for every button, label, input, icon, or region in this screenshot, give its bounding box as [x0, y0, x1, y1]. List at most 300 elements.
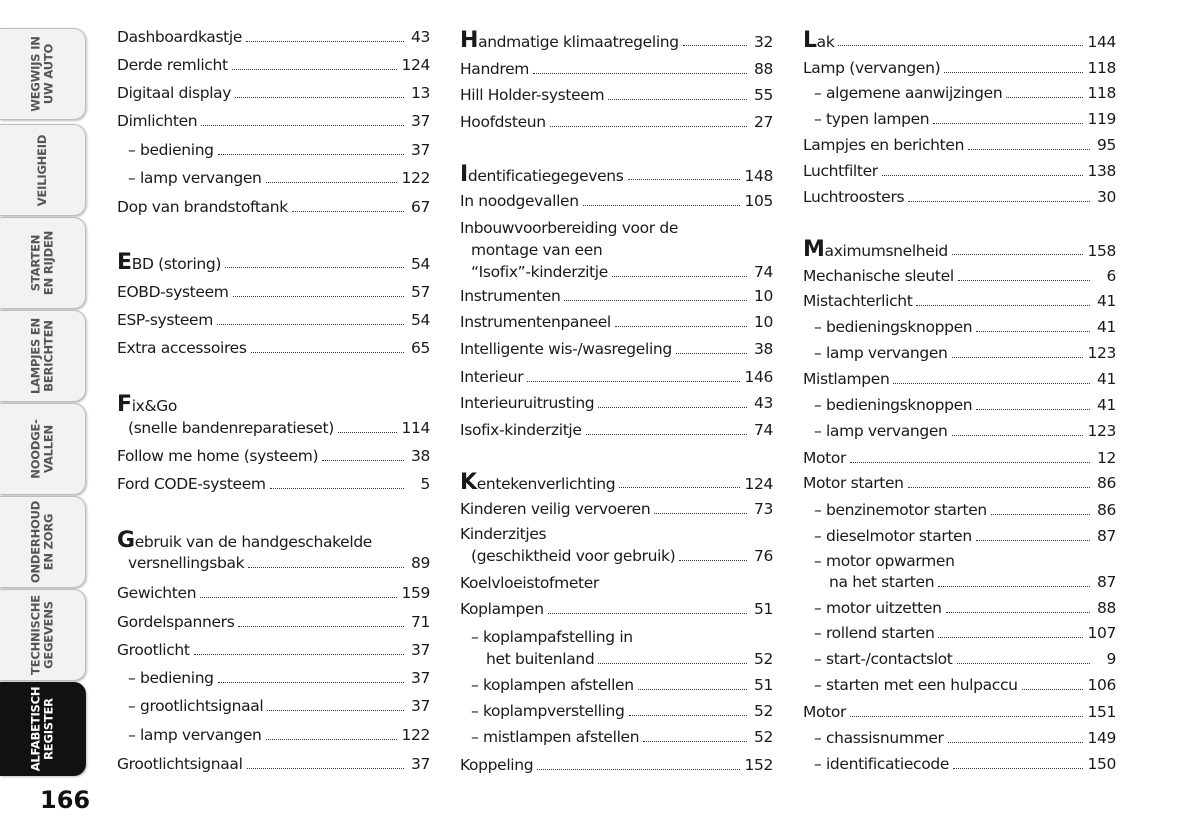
entry-text: Digitaal display [117, 84, 232, 102]
entry-text: Kinderen veilig vervoeren [460, 500, 651, 518]
index-entry [803, 239, 1116, 261]
leader-dots [952, 435, 1084, 436]
entry-page-number: 9 [1106, 650, 1116, 668]
entry-initial: H [460, 28, 479, 53]
entry-text: – typen lampen [814, 110, 930, 128]
leader-dots [598, 663, 747, 664]
leader-dots [270, 488, 404, 489]
entry-text: – koplampafstelling in [471, 628, 633, 646]
entry-label [803, 525, 972, 547]
entry-label [803, 447, 846, 469]
entry-label [460, 392, 594, 414]
entry-text: Isofix-kinderzitje [460, 421, 582, 439]
index-entry [117, 639, 430, 661]
entry-text: entekenverlichting [476, 475, 616, 493]
entry-label [460, 626, 633, 648]
index-entry [803, 82, 1116, 104]
entry-text: Luchtroosters [803, 188, 905, 206]
entry-text: – identificatiecode [814, 755, 949, 773]
entry-text: – bedieningsknoppen [814, 318, 973, 336]
entry-label [117, 167, 262, 189]
entry-text: andmatige klimaatregeling [478, 33, 679, 51]
entry-label [460, 726, 639, 748]
index-entry [803, 368, 1116, 390]
entry-page-number: 43 [410, 28, 430, 46]
index-entry [803, 186, 1116, 208]
entry-label [460, 58, 529, 80]
entry-text: – lamp vervangen [814, 422, 948, 440]
tab-onderhoud[interactable] [0, 496, 86, 588]
entry-label [117, 110, 197, 132]
entry-label [117, 552, 244, 574]
entry-page-number: 37 [410, 755, 430, 773]
entry-text: (snelle bandenreparatieset) [128, 419, 334, 437]
leader-dots [957, 663, 1090, 664]
tab-label: LAMPJES EN BERICHTEN [28, 318, 56, 395]
entry-page-number: 123 [1087, 422, 1116, 440]
entry-label [117, 695, 263, 717]
index-entry [117, 54, 430, 76]
entry-text: EOBD-systeem [117, 283, 229, 301]
entry-page-number: 38 [753, 340, 773, 358]
index-entry [460, 523, 773, 545]
entry-text: – chassisnummer [814, 729, 944, 747]
entry-text: ESP-systeem [117, 311, 213, 329]
entry-page-number: 54 [410, 255, 430, 273]
index-entry [803, 597, 1116, 619]
entry-label [460, 84, 604, 106]
index-entry [460, 648, 773, 670]
leader-dots [643, 741, 747, 742]
leader-dots [217, 324, 404, 325]
entry-text: – algemene aanwijzingen [814, 84, 1003, 102]
leader-dots [938, 637, 1083, 638]
entry-label [803, 472, 904, 494]
leader-dots [292, 211, 404, 212]
entry-label [117, 26, 242, 48]
leader-dots [676, 353, 747, 354]
tab-technische[interactable] [0, 589, 86, 681]
index-entry [460, 626, 773, 648]
index-entry [117, 196, 430, 218]
leader-dots [194, 654, 404, 655]
leader-dots [200, 597, 397, 598]
entry-label [460, 217, 678, 239]
entry-page-number: 51 [753, 676, 773, 694]
entry-text: Mistachterlicht [803, 292, 913, 310]
entry-page-number: 123 [1087, 344, 1116, 362]
index-entry [460, 164, 773, 186]
entry-initial: K [460, 470, 477, 495]
entry-label [460, 261, 608, 283]
index-entry [803, 394, 1116, 416]
entry-page-number: 95 [1096, 136, 1116, 154]
entry-label [460, 111, 546, 133]
index-entry [803, 316, 1116, 338]
entry-page-number: 12 [1096, 449, 1116, 467]
entry-text: Grootlicht [117, 641, 190, 659]
index-entry [460, 190, 773, 212]
entry-text: Koppeling [460, 756, 534, 774]
index-entry [117, 530, 430, 552]
index-entry [803, 622, 1116, 644]
index-entry [117, 337, 430, 359]
leader-dots [615, 326, 747, 327]
leader-dots [586, 434, 747, 435]
entry-page-number: 37 [410, 112, 430, 130]
index-entry [460, 674, 773, 696]
tab-veiligheid[interactable] [0, 124, 86, 216]
entry-label [117, 82, 231, 104]
tab-label: WEGWIJS IN UW AUTO [28, 36, 56, 112]
entry-page-number: 54 [410, 311, 430, 329]
leader-dots [608, 99, 747, 100]
entry-text: – motor uitzetten [814, 599, 942, 617]
entry-label [803, 186, 904, 208]
entry-page-number: 41 [1096, 370, 1116, 388]
entry-label [117, 753, 243, 775]
entry-page-number: 32 [753, 33, 773, 51]
leader-dots [683, 45, 747, 46]
entry-text: Lampjes en berichten [803, 136, 965, 154]
entry-label [803, 108, 929, 130]
index-entry [460, 217, 773, 239]
index-entry [803, 753, 1116, 775]
leader-dots [850, 716, 1083, 717]
entry-text: BD (storing) [131, 255, 222, 273]
entry-label [803, 622, 934, 644]
leader-dots [908, 487, 1090, 488]
entry-label [460, 30, 679, 53]
entry-page-number: 122 [401, 726, 430, 744]
index-entry [117, 281, 430, 303]
leader-dots [232, 69, 398, 70]
entry-text: – lamp vervangen [128, 169, 262, 187]
index-entry [803, 499, 1116, 521]
leader-dots [248, 567, 404, 568]
entry-label [803, 239, 948, 262]
leader-dots [598, 407, 747, 408]
entry-page-number: 105 [744, 192, 773, 210]
index-entry [460, 545, 773, 567]
index-entry [803, 727, 1116, 749]
leader-dots [548, 613, 747, 614]
tab-label: STARTEN EN RIJDEN [28, 230, 56, 296]
entry-label [460, 572, 599, 594]
tab-starten[interactable] [0, 217, 86, 309]
entry-text: Mechanische sleutel [803, 267, 954, 285]
leader-dots [218, 682, 404, 683]
entry-label [117, 139, 214, 161]
leader-dots [527, 381, 740, 382]
entry-label [117, 530, 372, 553]
entry-page-number: 13 [410, 84, 430, 102]
index-entry [803, 265, 1116, 287]
entry-label [803, 30, 834, 53]
leader-dots [338, 432, 398, 433]
entry-page-number: 41 [1096, 292, 1116, 310]
entry-page-number: 10 [753, 287, 773, 305]
index-entry [460, 392, 773, 414]
entry-page-number: 52 [753, 702, 773, 720]
entry-label [460, 239, 602, 261]
leader-dots [201, 125, 404, 126]
entry-text: – mistlampen afstellen [471, 728, 640, 746]
entry-text: – bediening [128, 141, 214, 159]
entry-page-number: 74 [753, 263, 773, 281]
index-entry [460, 84, 773, 106]
entry-label [803, 420, 948, 442]
entry-text: Motor [803, 449, 847, 467]
entry-label [803, 674, 1018, 696]
index-entry [803, 525, 1116, 547]
entry-text: Derde remlicht [117, 56, 228, 74]
entry-text: Interieuruitrusting [460, 394, 595, 412]
index-entry [460, 261, 773, 283]
entry-label [460, 190, 579, 212]
index-entry [117, 167, 430, 189]
entry-page-number: 87 [1096, 527, 1116, 545]
entry-page-number: 38 [410, 447, 430, 465]
entry-text: – bediening [128, 669, 214, 687]
entry-page-number: 37 [410, 641, 430, 659]
entry-text: – grootlichtsignaal [128, 697, 264, 715]
entry-page-number: 88 [1096, 599, 1116, 617]
leader-dots [537, 769, 740, 770]
index-entry [117, 309, 430, 331]
entry-text: Dimlichten [117, 112, 198, 130]
entry-page-number: 144 [1087, 33, 1116, 51]
entry-text: – benzinemotor starten [814, 501, 987, 519]
entry-page-number: 158 [1087, 242, 1116, 260]
index-entry [803, 447, 1116, 469]
entry-page-number: 86 [1096, 474, 1116, 492]
entry-page-number: 76 [753, 547, 773, 565]
leader-dots [238, 626, 404, 627]
tab-noodgevallen[interactable] [0, 403, 86, 495]
entry-label [117, 309, 213, 331]
entry-text: aximumsnelheid [824, 242, 948, 260]
leader-dots [266, 739, 398, 740]
entry-text: Kinderzitjes [460, 525, 547, 543]
entry-page-number: 73 [753, 500, 773, 518]
entry-page-number: 149 [1087, 729, 1116, 747]
entry-label [803, 727, 944, 749]
entry-label [117, 196, 288, 218]
index-entry [117, 445, 430, 467]
entry-label [803, 394, 972, 416]
leader-dots [550, 126, 747, 127]
leader-dots [933, 123, 1083, 124]
leader-dots [1006, 97, 1083, 98]
leader-dots [638, 689, 747, 690]
entry-page-number: 37 [410, 141, 430, 159]
entry-label [117, 445, 318, 467]
entry-label [803, 160, 878, 182]
leader-dots [968, 149, 1090, 150]
index-entry [460, 239, 773, 261]
leader-dots [938, 586, 1090, 587]
entry-label [803, 597, 942, 619]
index-entry [803, 30, 1116, 52]
index-entry [117, 417, 430, 439]
entry-page-number: 51 [753, 600, 773, 618]
entry-page-number: 65 [410, 339, 430, 357]
entry-label [803, 134, 964, 156]
entry-page-number: 37 [410, 669, 430, 687]
entry-label [117, 639, 190, 661]
index-entry [117, 26, 430, 48]
index-entry [117, 82, 430, 104]
leader-dots [976, 540, 1090, 541]
entry-text: – rollend starten [814, 624, 935, 642]
entry-initial: E [117, 250, 132, 275]
entry-label [803, 290, 912, 312]
entry-page-number: 152 [744, 756, 773, 774]
leader-dots [225, 267, 404, 268]
entry-text: Inbouwvoorbereiding voor de [460, 219, 679, 237]
index-entry [460, 366, 773, 388]
entry-page-number: 150 [1087, 755, 1116, 773]
leader-dots [976, 331, 1090, 332]
entry-label [460, 523, 546, 545]
entry-label [117, 724, 262, 746]
tab-label: ALFABETISCH REGISTER [28, 686, 56, 772]
entry-label [803, 701, 846, 723]
entry-page-number: 55 [753, 86, 773, 104]
entry-text: Handrem [460, 60, 530, 78]
index-entry [803, 420, 1116, 442]
index-entry [117, 139, 430, 161]
entry-label [803, 648, 953, 670]
entry-text: versnellingsbak [128, 554, 245, 572]
leader-dots [1022, 689, 1084, 690]
index-entry [460, 58, 773, 80]
tab-label: TECHNISCHE GEGEVENS [28, 595, 56, 675]
entry-text: – lamp vervangen [128, 726, 262, 744]
entry-label [117, 417, 334, 439]
leader-dots [235, 97, 404, 98]
entry-page-number: 6 [1106, 267, 1116, 285]
entry-label [460, 674, 634, 696]
entry-text: dentificatiegegevens [467, 167, 624, 185]
entry-text: Dashboardkastje [117, 28, 243, 46]
entry-text: ebruik van de handgeschakelde [134, 533, 372, 551]
entry-label [460, 545, 675, 567]
index-entry [460, 472, 773, 494]
entry-label [803, 368, 889, 390]
entry-text: Gewichten [117, 584, 197, 602]
tab-register[interactable] [0, 682, 86, 776]
entry-page-number: 88 [753, 60, 773, 78]
tab-wegwijs[interactable] [0, 28, 86, 120]
entry-page-number: 118 [1087, 59, 1116, 77]
entry-label [460, 338, 672, 360]
entry-label [117, 54, 228, 76]
entry-page-number: 118 [1087, 84, 1116, 102]
entry-page-number: 41 [1096, 396, 1116, 414]
entry-page-number: 37 [410, 697, 430, 715]
index-entry [803, 134, 1116, 156]
entry-text: Lamp (vervangen) [803, 59, 941, 77]
entry-text: na het starten [829, 573, 935, 591]
entry-text: montage van een [471, 241, 603, 259]
leader-dots [233, 296, 404, 297]
entry-label [460, 598, 544, 620]
entry-label [460, 472, 615, 495]
leader-dots [908, 201, 1090, 202]
entry-label [803, 499, 987, 521]
leader-dots [629, 715, 747, 716]
entry-page-number: 122 [401, 169, 430, 187]
entry-label [117, 394, 177, 417]
entry-page-number: 5 [420, 475, 430, 493]
entry-page-number: 138 [1087, 162, 1116, 180]
index-entry [460, 700, 773, 722]
leader-dots [991, 514, 1090, 515]
leader-dots [247, 768, 404, 769]
index-entry [803, 108, 1116, 130]
index-entry [460, 111, 773, 133]
entry-page-number: 146 [744, 368, 773, 386]
entry-text: – bedieningsknoppen [814, 396, 973, 414]
leader-dots [654, 513, 747, 514]
index-entry [803, 701, 1116, 723]
entry-text: Motor starten [803, 474, 904, 492]
entry-text: – koplampverstelling [471, 702, 625, 720]
entry-text: het buitenland [486, 650, 595, 668]
entry-page-number: 52 [753, 650, 773, 668]
entry-text: Extra accessoires [117, 339, 247, 357]
leader-dots [838, 45, 1083, 46]
entry-text: Koplampen [460, 600, 544, 618]
entry-label [117, 337, 247, 359]
tab-label: VEILIGHEID [35, 134, 49, 206]
leader-dots [322, 460, 404, 461]
entry-text: Mistlampen [803, 370, 890, 388]
entry-label [117, 667, 214, 689]
leader-dots [612, 276, 747, 277]
entry-page-number: 89 [410, 554, 430, 572]
index-entry [460, 754, 773, 776]
leader-dots [958, 280, 1090, 281]
index-entry [460, 30, 773, 52]
entry-text: (geschiktheid voor gebruik) [471, 547, 676, 565]
entry-text: Hill Holder-systeem [460, 86, 605, 104]
entry-page-number: 124 [401, 56, 430, 74]
entry-text: Instrumenten [460, 287, 561, 305]
entry-text: Ford CODE-systeem [117, 475, 266, 493]
entry-label [460, 648, 594, 670]
index-entry [117, 110, 430, 132]
index-entry [803, 160, 1116, 182]
index-entry [460, 338, 773, 360]
index-entry [117, 473, 430, 495]
index-entry [803, 342, 1116, 364]
entry-page-number: 124 [744, 475, 773, 493]
entry-label [460, 700, 625, 722]
leader-dots [266, 182, 398, 183]
index-entry [803, 57, 1116, 79]
entry-text: – motor opwarmen [814, 552, 955, 570]
entry-label [803, 342, 948, 364]
tab-lampjes[interactable] [0, 310, 86, 402]
leader-dots [628, 179, 741, 180]
entry-initial: G [117, 528, 135, 553]
entry-label [803, 57, 940, 79]
entry-text: Instrumentenpaneel [460, 313, 611, 331]
entry-initial: L [803, 28, 817, 53]
